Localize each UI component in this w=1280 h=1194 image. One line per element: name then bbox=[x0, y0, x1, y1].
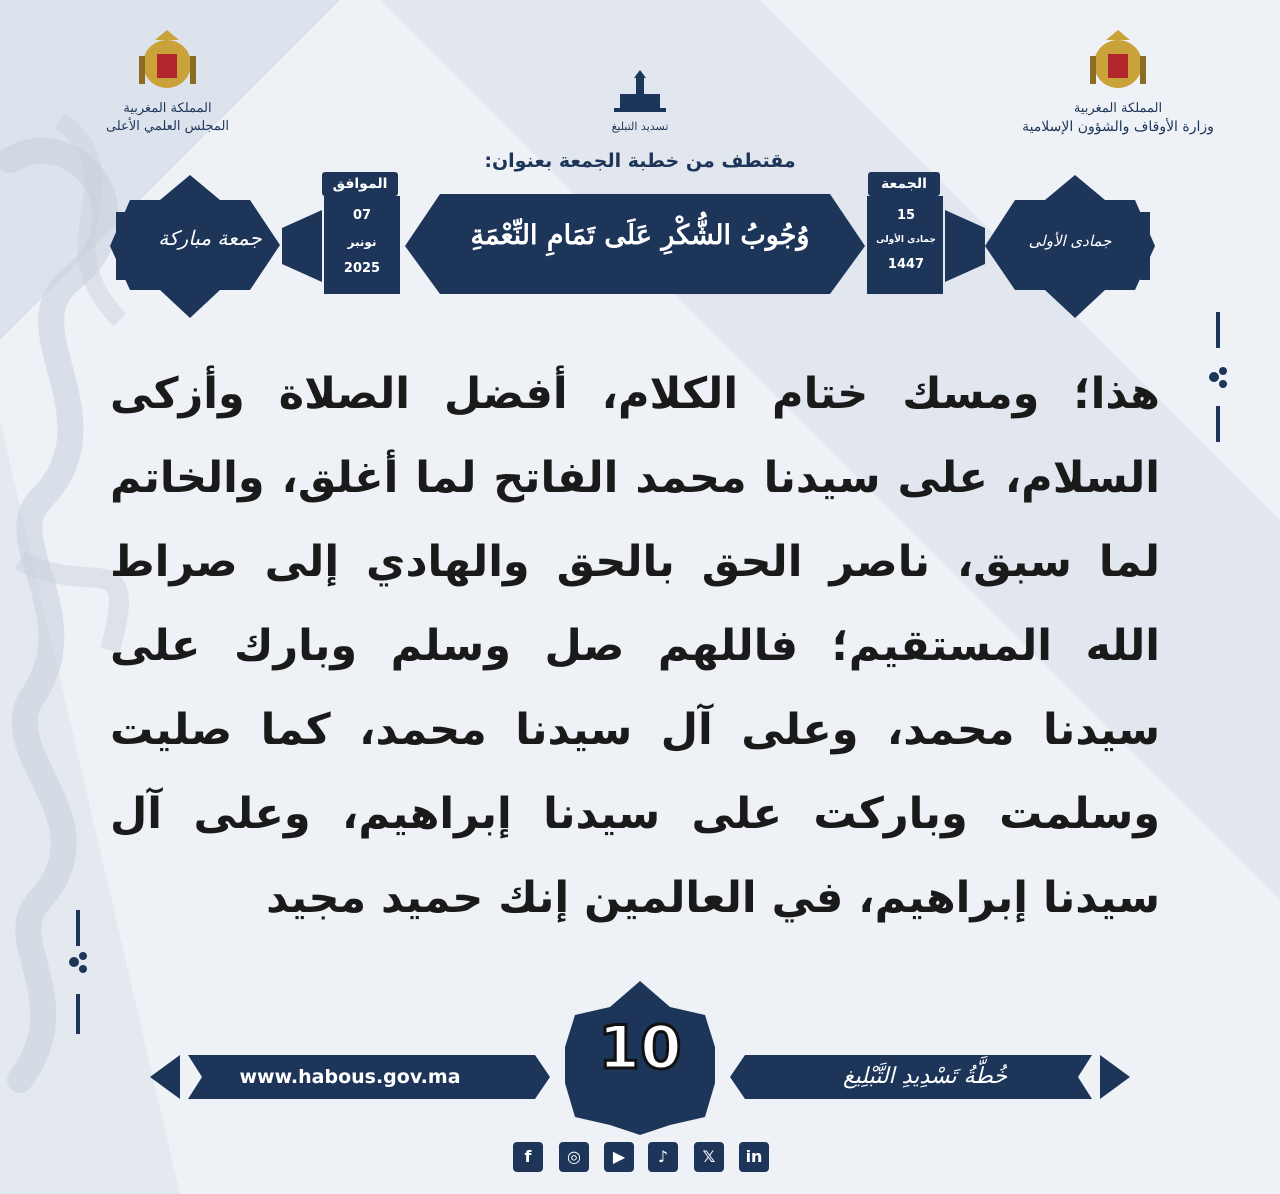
royal-crest-icon bbox=[1018, 26, 1218, 96]
left-ornament bbox=[66, 910, 90, 1040]
hijri-month: جمادى الأولى bbox=[876, 235, 936, 245]
right-emblem-line-2: وزارة الأوقاف والشؤون الإسلامية bbox=[1022, 119, 1214, 135]
minaret-icon bbox=[610, 70, 670, 116]
left-emblem bbox=[105, 26, 230, 156]
body-text: هذا؛ ومسك ختام الكلام، أفضل الصلاة وأزكى السلام، على سيدنا محمد الفاتح لما أغلق، والخاتم لما سبق، ناصر الحق بالحق والهادي إلى صراط الله المستقيم؛ فاللهم صل وسلم وبارك على سيدنا محمد، وعلى آل سيدنا محمد، كما صليت وسلمت وباركت على سيدنا إبراهيم، وعلى آل سيدنا إبراهيم، في العالمين إنك حميد مجيد bbox=[110, 369, 1160, 923]
page-number: 10 bbox=[598, 1013, 682, 1083]
gregorian-month: نونبر bbox=[347, 235, 377, 249]
gregorian-label: الموافق bbox=[322, 172, 398, 196]
hijri-day: 15 bbox=[896, 208, 916, 223]
page-title: وُجُوبُ الشُّكْرِ عَلَى تَمَامِ النِّعْمَةِ bbox=[470, 220, 810, 251]
left-emblem-line-1: المملكة المغربية bbox=[123, 101, 212, 116]
right-emblem bbox=[1018, 26, 1218, 156]
right-ornament bbox=[1206, 312, 1230, 442]
gregorian-year: 2025 bbox=[343, 261, 381, 276]
royal-crest-icon bbox=[105, 26, 230, 96]
plan-name: خُطَّةُ تَسْدِيدِ التَّبْلِيغ bbox=[842, 1064, 1008, 1089]
left-badge: جمعة مباركة bbox=[158, 226, 262, 250]
facebook-icon[interactable]: f bbox=[513, 1142, 543, 1172]
center-logo-text: تسديد التبليغ bbox=[611, 120, 669, 133]
right-emblem-line-1: المملكة المغربية bbox=[1073, 101, 1163, 116]
gregorian-day: 07 bbox=[352, 208, 372, 223]
hijri-year: 1447 bbox=[887, 257, 925, 272]
website-link[interactable]: www.habous.gov.ma bbox=[239, 1066, 461, 1088]
subtitle: مقتطف من خطبة الجمعة بعنوان: bbox=[484, 150, 796, 172]
x-icon[interactable]: 𝕏 bbox=[694, 1142, 724, 1172]
left-emblem-line-2: المجلس العلمي الأعلى bbox=[105, 119, 230, 134]
hijri-label: الجمعة bbox=[868, 172, 940, 196]
instagram-icon[interactable]: ◎ bbox=[559, 1142, 589, 1172]
hijri-date bbox=[868, 198, 944, 272]
gregorian-date bbox=[324, 198, 400, 276]
center-logo bbox=[590, 70, 690, 136]
youtube-icon[interactable]: ▶ bbox=[604, 1142, 634, 1172]
right-badge: جمادى الأولى bbox=[1028, 232, 1112, 250]
tiktok-icon[interactable]: ♪ bbox=[648, 1142, 678, 1172]
linkedin-icon[interactable]: in bbox=[739, 1142, 769, 1172]
